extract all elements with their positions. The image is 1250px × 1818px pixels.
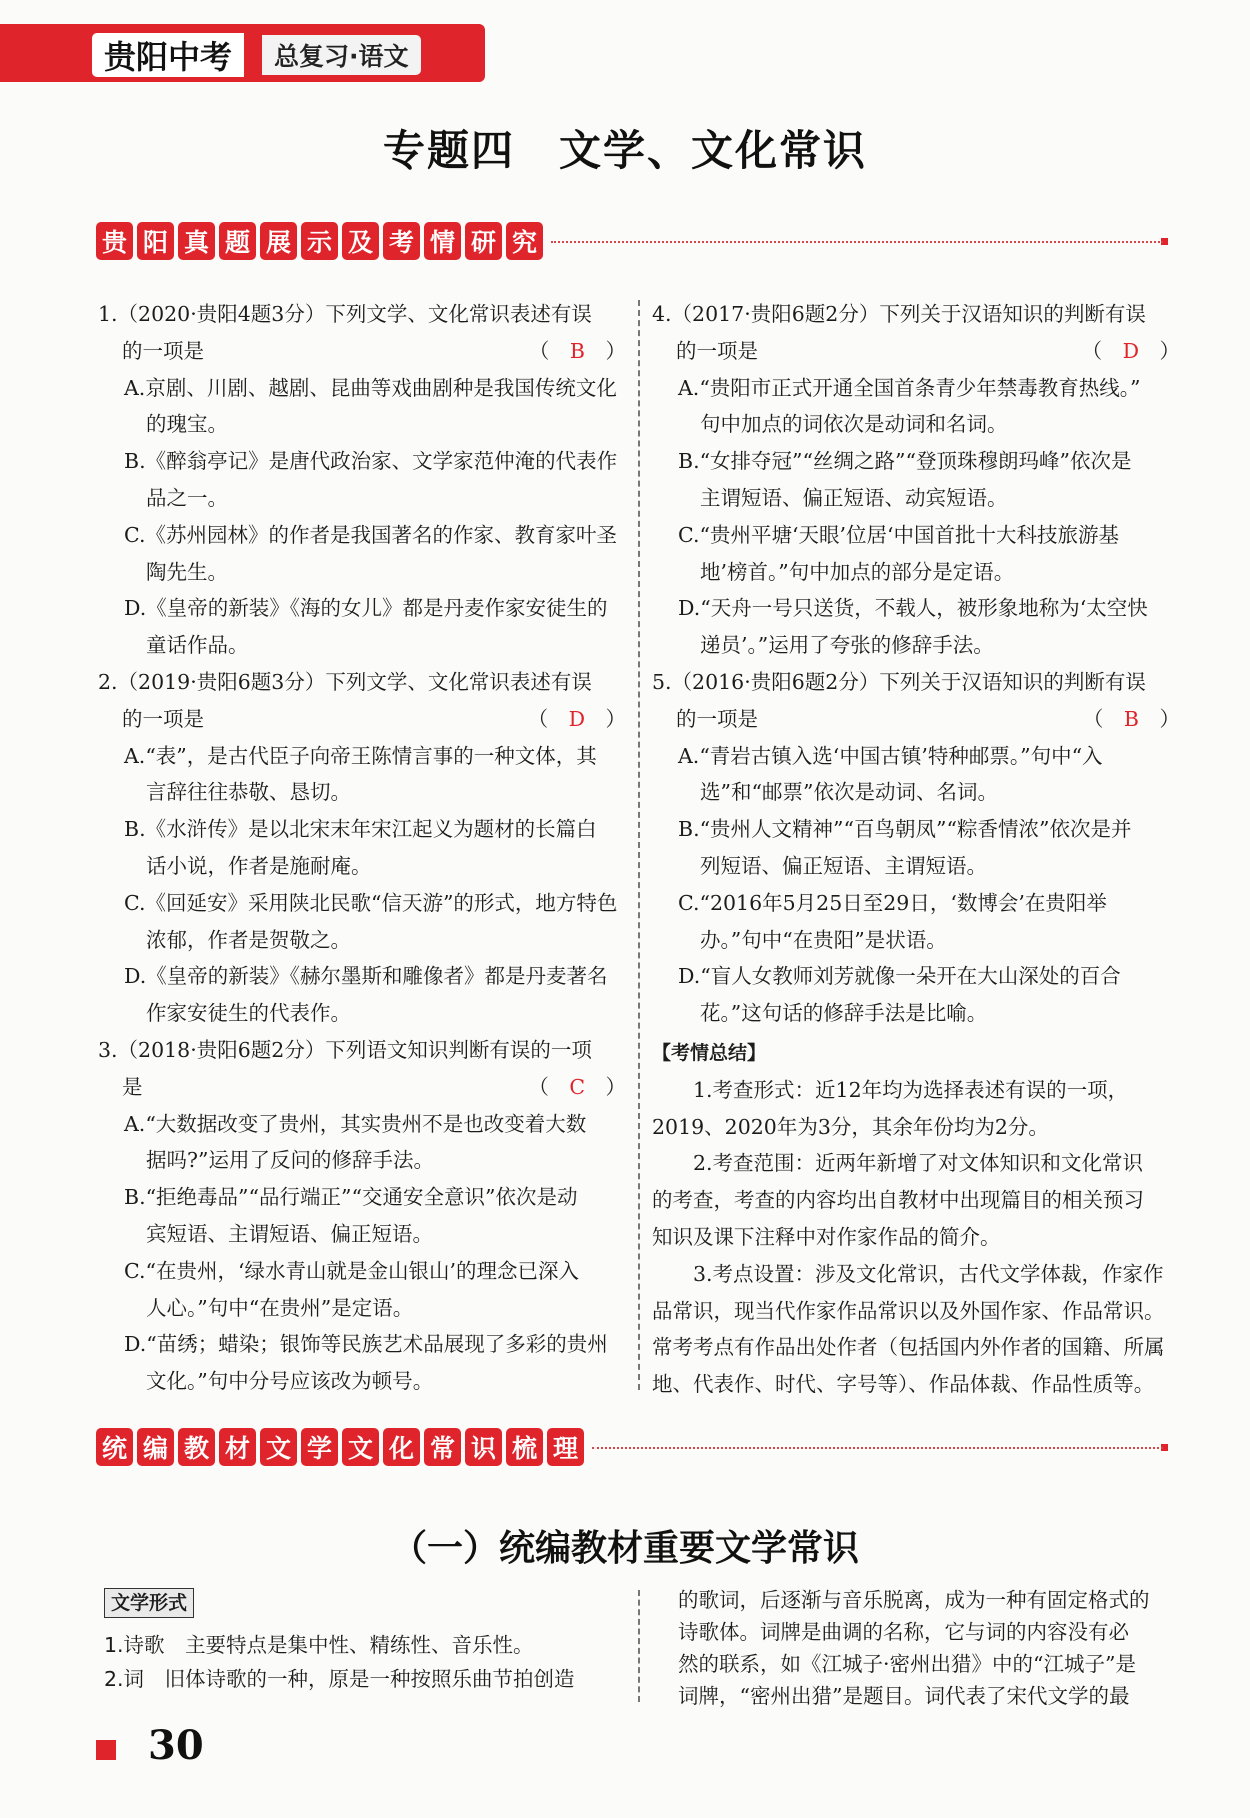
dotted-rule bbox=[592, 1447, 1163, 1449]
dotted-rule bbox=[551, 241, 1163, 243]
option-line: A.“表”，是古代臣子向帝王陈情言事的一种文体，其 bbox=[124, 743, 597, 768]
option-line: C.“在贵州，‘绿水青山就是金山银山’的理念已深入 bbox=[124, 1258, 579, 1283]
option-continuation: 列短语、偏正短语、主谓短语。 bbox=[700, 853, 987, 878]
option-continuation: 主谓短语、偏正短语、动宾短语。 bbox=[700, 485, 1008, 510]
option-line: C.“2016年5月25日至29日，‘数博会’在贵阳举 bbox=[678, 890, 1107, 915]
summary-p2a: 2.考查范围：近两年新增了对文体知识和文化常识 bbox=[693, 1151, 1144, 1176]
option-line: D.《皇帝的新装》《海的女儿》都是丹麦作家安徒生的 bbox=[124, 596, 608, 621]
option-continuation: 陶先生。 bbox=[146, 559, 228, 584]
heading-tile: 理 bbox=[547, 1428, 584, 1466]
option-continuation: 的瑰宝。 bbox=[146, 412, 228, 437]
heading-tile: 文 bbox=[260, 1428, 297, 1466]
summary-p3d: 地、代表作、时代、字号等）、作品体裁、作品性质等。 bbox=[652, 1372, 1155, 1397]
option-line: C.《苏州园林》的作者是我国著名的作家、教育家叶圣 bbox=[124, 522, 617, 547]
summary-p1b: 2019、2020年为3分，其余年份均为2分。 bbox=[652, 1114, 1049, 1139]
option-line: B.《水浒传》是以北宋末年宋江起义为题材的长篇白 bbox=[124, 817, 597, 842]
summary-p3b: 品常识，现当代作家作品常识以及外国作家、作品常识。 bbox=[652, 1298, 1165, 1323]
heading-tile: 贵 bbox=[96, 222, 133, 260]
option-line: B.《醉翁亭记》是唐代政治家、文学家范仲淹的代表作 bbox=[124, 449, 618, 474]
option-continuation: 作家安徒生的代表作。 bbox=[146, 1001, 351, 1026]
option-continuation: 递员’。”运用了夸张的修辞手法。 bbox=[700, 633, 994, 658]
column-divider-bottom bbox=[638, 1590, 640, 1702]
question-block bbox=[98, 296, 626, 664]
item2-text: 旧体诗歌的一种，原是一种按照乐曲节拍创造 bbox=[164, 1667, 575, 1691]
section-heading-exam bbox=[96, 222, 1168, 260]
option-line: D.“盲人女教师刘芳就像一朵开在大山深处的百合 bbox=[678, 964, 1121, 989]
left-question-column bbox=[98, 296, 626, 1400]
answer-bracket: （ B ） bbox=[1082, 706, 1180, 731]
item1-text: 主要特点是集中性、精练性、音乐性。 bbox=[185, 1633, 534, 1657]
option-continuation: 话小说，作者是施耐庵。 bbox=[146, 853, 372, 878]
page-number: 30 bbox=[148, 1722, 204, 1769]
option-continuation: 童话作品。 bbox=[146, 633, 249, 658]
option-continuation: 文化。”句中分号应该改为顿号。 bbox=[146, 1369, 434, 1394]
question-block bbox=[652, 664, 1180, 1032]
option-continuation: 句中加点的词依次是动词和名词。 bbox=[700, 412, 1008, 437]
heading-tile: 材 bbox=[219, 1428, 256, 1466]
question-stem: 4.（2017·贵阳6题2分）下列关于汉语知识的判断有误 bbox=[652, 302, 1146, 326]
question-stem-line2 bbox=[98, 701, 626, 738]
right-line-3: 然的联系，如《江城子·密州出猎》中的“江城子”是 bbox=[678, 1652, 1136, 1676]
option-line: C.《回延安》采用陕北民歌“信天游”的形式，地方特色 bbox=[124, 890, 618, 915]
option-line: A.“大数据改变了贵州，其实贵州不是也改变着大数 bbox=[124, 1111, 587, 1136]
summary-p1a: 1.考查形式：近12年均为选择表述有误的一项， bbox=[693, 1077, 1129, 1102]
option-continuation: 品之一。 bbox=[146, 485, 228, 510]
heading-tile: 常 bbox=[424, 1428, 461, 1466]
question-stem: 1.（2020·贵阳4题3分）下列文学、文化常识表述有误 bbox=[98, 302, 592, 326]
summary-p3c: 常考考点有作品出处作者（包括国内外作者的国籍、所属 bbox=[652, 1335, 1165, 1360]
heading-tile: 编 bbox=[137, 1428, 174, 1466]
answer-bracket: （ C ） bbox=[528, 1074, 626, 1099]
heading-tile: 题 bbox=[219, 222, 256, 260]
tag-label: 文学形式 bbox=[104, 1588, 194, 1618]
option-continuation: 言辞往往恭敬、恳切。 bbox=[146, 780, 351, 805]
heading-tile: 展 bbox=[260, 222, 297, 260]
summary-p2b: 的考查，考查的内容均出自教材中出现篇目的相关预习 bbox=[652, 1188, 1144, 1213]
answer-bracket: （ B ） bbox=[528, 338, 626, 363]
option-line: D.《皇帝的新装》《赫尔墨斯和雕像者》都是丹麦著名 bbox=[124, 964, 608, 989]
section-heading-tiles bbox=[96, 222, 543, 260]
answer-bracket: （ D ） bbox=[527, 706, 626, 731]
heading-tile: 教 bbox=[178, 1428, 215, 1466]
option-line: C.“贵州平塘‘天眼’位居‘中国首批十大科技旅游基 bbox=[678, 522, 1119, 547]
right-line-1: 的歌词，后逐渐与音乐脱离，成为一种有固定格式的 bbox=[678, 1588, 1150, 1612]
question-block bbox=[98, 664, 626, 1032]
option-continuation: 人心。”句中“在贵州”是定语。 bbox=[146, 1295, 414, 1320]
page-title: 专题四 文学、文化常识 bbox=[382, 126, 867, 175]
literary-forms-right bbox=[678, 1584, 1178, 1712]
heading-tile: 研 bbox=[465, 222, 502, 260]
section-heading-tiles bbox=[96, 1428, 584, 1466]
question-block bbox=[98, 1032, 626, 1400]
option-line: A.“青岩古镇入选‘中国古镇’特种邮票。”句中“入 bbox=[678, 743, 1103, 768]
heading-tile: 统 bbox=[96, 1428, 133, 1466]
literary-forms-left bbox=[104, 1628, 634, 1696]
option-continuation: 地’榜首。”句中加点的部分是定语。 bbox=[700, 559, 1015, 584]
heading-tile: 情 bbox=[424, 222, 461, 260]
question-stem-end: 的一项是 bbox=[676, 338, 758, 363]
option-line: B.“贵州人文精神”“百鸟朝凤”“粽香情浓”依次是并 bbox=[678, 817, 1132, 842]
option-line: B.“拒绝毒品”“品行端正”“交通安全意识”依次是动 bbox=[124, 1185, 578, 1210]
question-stem-line2 bbox=[98, 333, 626, 370]
answer-letter: C bbox=[569, 1074, 585, 1099]
question-stem: 5.（2016·贵阳6题2分）下列关于汉语知识的判断有误 bbox=[652, 669, 1146, 694]
heading-tile: 示 bbox=[301, 222, 338, 260]
option-continuation: 选”和“邮票”依次是动词、名词。 bbox=[700, 780, 998, 805]
option-line: D.“天舟一号只送货，不载人，被形象地称为‘太空快 bbox=[678, 596, 1148, 621]
summary-p3a: 3.考点设置：涉及文化常识，古代文学体裁，作家作 bbox=[693, 1261, 1164, 1286]
summary-heading: 【考情总结】 bbox=[652, 1042, 767, 1064]
answer-letter: B bbox=[569, 338, 585, 363]
brand-label: 贵阳中考 bbox=[92, 33, 244, 77]
heading-tile: 及 bbox=[342, 222, 379, 260]
option-line: A.“贵阳市正式开通全国首条青少年禁毒教育热线。” bbox=[678, 375, 1141, 400]
heading-tile: 梳 bbox=[506, 1428, 543, 1466]
right-line-4: 词牌，“密州出猎”是题目。词代表了宋代文学的最 bbox=[678, 1684, 1130, 1708]
answer-bracket: （ D ） bbox=[1081, 338, 1180, 363]
heading-tile: 阳 bbox=[137, 222, 174, 260]
section-heading-textbook bbox=[96, 1428, 1168, 1466]
subheading: （一）统编教材重要文学常识 bbox=[390, 1527, 859, 1569]
summary-p2c: 知识及课下注释中对作家作品的简介。 bbox=[652, 1224, 1001, 1249]
answer-letter: B bbox=[1123, 706, 1139, 731]
heading-tile: 学 bbox=[301, 1428, 338, 1466]
question-stem-end: 的一项是 bbox=[122, 706, 204, 731]
question-block bbox=[652, 296, 1180, 664]
heading-tile: 识 bbox=[465, 1428, 502, 1466]
heading-tile: 化 bbox=[383, 1428, 420, 1466]
question-stem-end: 的一项是 bbox=[676, 706, 758, 731]
option-continuation: 花。”这句话的修辞手法是比喻。 bbox=[700, 1001, 988, 1026]
question-stem-end: 是 bbox=[122, 1074, 143, 1099]
brand-subtitle: 总复习·语文 bbox=[262, 35, 421, 75]
heading-tile: 考 bbox=[383, 222, 420, 260]
heading-tile: 文 bbox=[342, 1428, 379, 1466]
question-stem: 2.（2019·贵阳6题3分）下列文学、文化常识表述有误 bbox=[98, 669, 592, 694]
question-stem-line2 bbox=[652, 333, 1180, 370]
heading-tile: 真 bbox=[178, 222, 215, 260]
heading-tile: 究 bbox=[506, 222, 543, 260]
option-line: D.“苗绣；蜡染；银饰等民族艺术品展现了多彩的贵州 bbox=[124, 1332, 608, 1357]
option-line: B.“女排夺冠”“丝绸之路”“登顶珠穆朗玛峰”依次是 bbox=[678, 449, 1132, 474]
question-stem-line2 bbox=[98, 1069, 626, 1106]
answer-letter: D bbox=[1122, 338, 1139, 363]
option-line: A.京剧、川剧、越剧、昆曲等戏曲剧种是我国传统文化 bbox=[124, 375, 617, 400]
column-divider bbox=[638, 300, 640, 1390]
question-stem-end: 的一项是 bbox=[122, 338, 204, 363]
option-continuation: 宾短语、主谓短语、偏正短语。 bbox=[146, 1221, 433, 1246]
question-stem-line2 bbox=[652, 701, 1180, 738]
page-marker bbox=[96, 1740, 116, 1760]
right-question-column bbox=[652, 296, 1180, 1032]
item1-label: 1.诗歌 bbox=[104, 1633, 165, 1657]
option-continuation: 办。”句中“在贵阳”是状语。 bbox=[700, 927, 947, 952]
right-line-2: 诗歌体。词牌是曲调的名称，它与词的内容没有必 bbox=[678, 1620, 1129, 1644]
question-stem: 3.（2018·贵阳6题2分）下列语文知识判断有误的一项 bbox=[98, 1037, 592, 1062]
option-continuation: 浓郁，作者是贺敬之。 bbox=[146, 927, 351, 952]
literary-form-tag bbox=[104, 1588, 194, 1618]
item2-label: 2.词 bbox=[104, 1667, 145, 1691]
exam-summary bbox=[652, 1034, 1180, 1403]
answer-letter: D bbox=[568, 706, 585, 731]
option-continuation: 据吗?”运用了反问的修辞手法。 bbox=[146, 1148, 434, 1173]
